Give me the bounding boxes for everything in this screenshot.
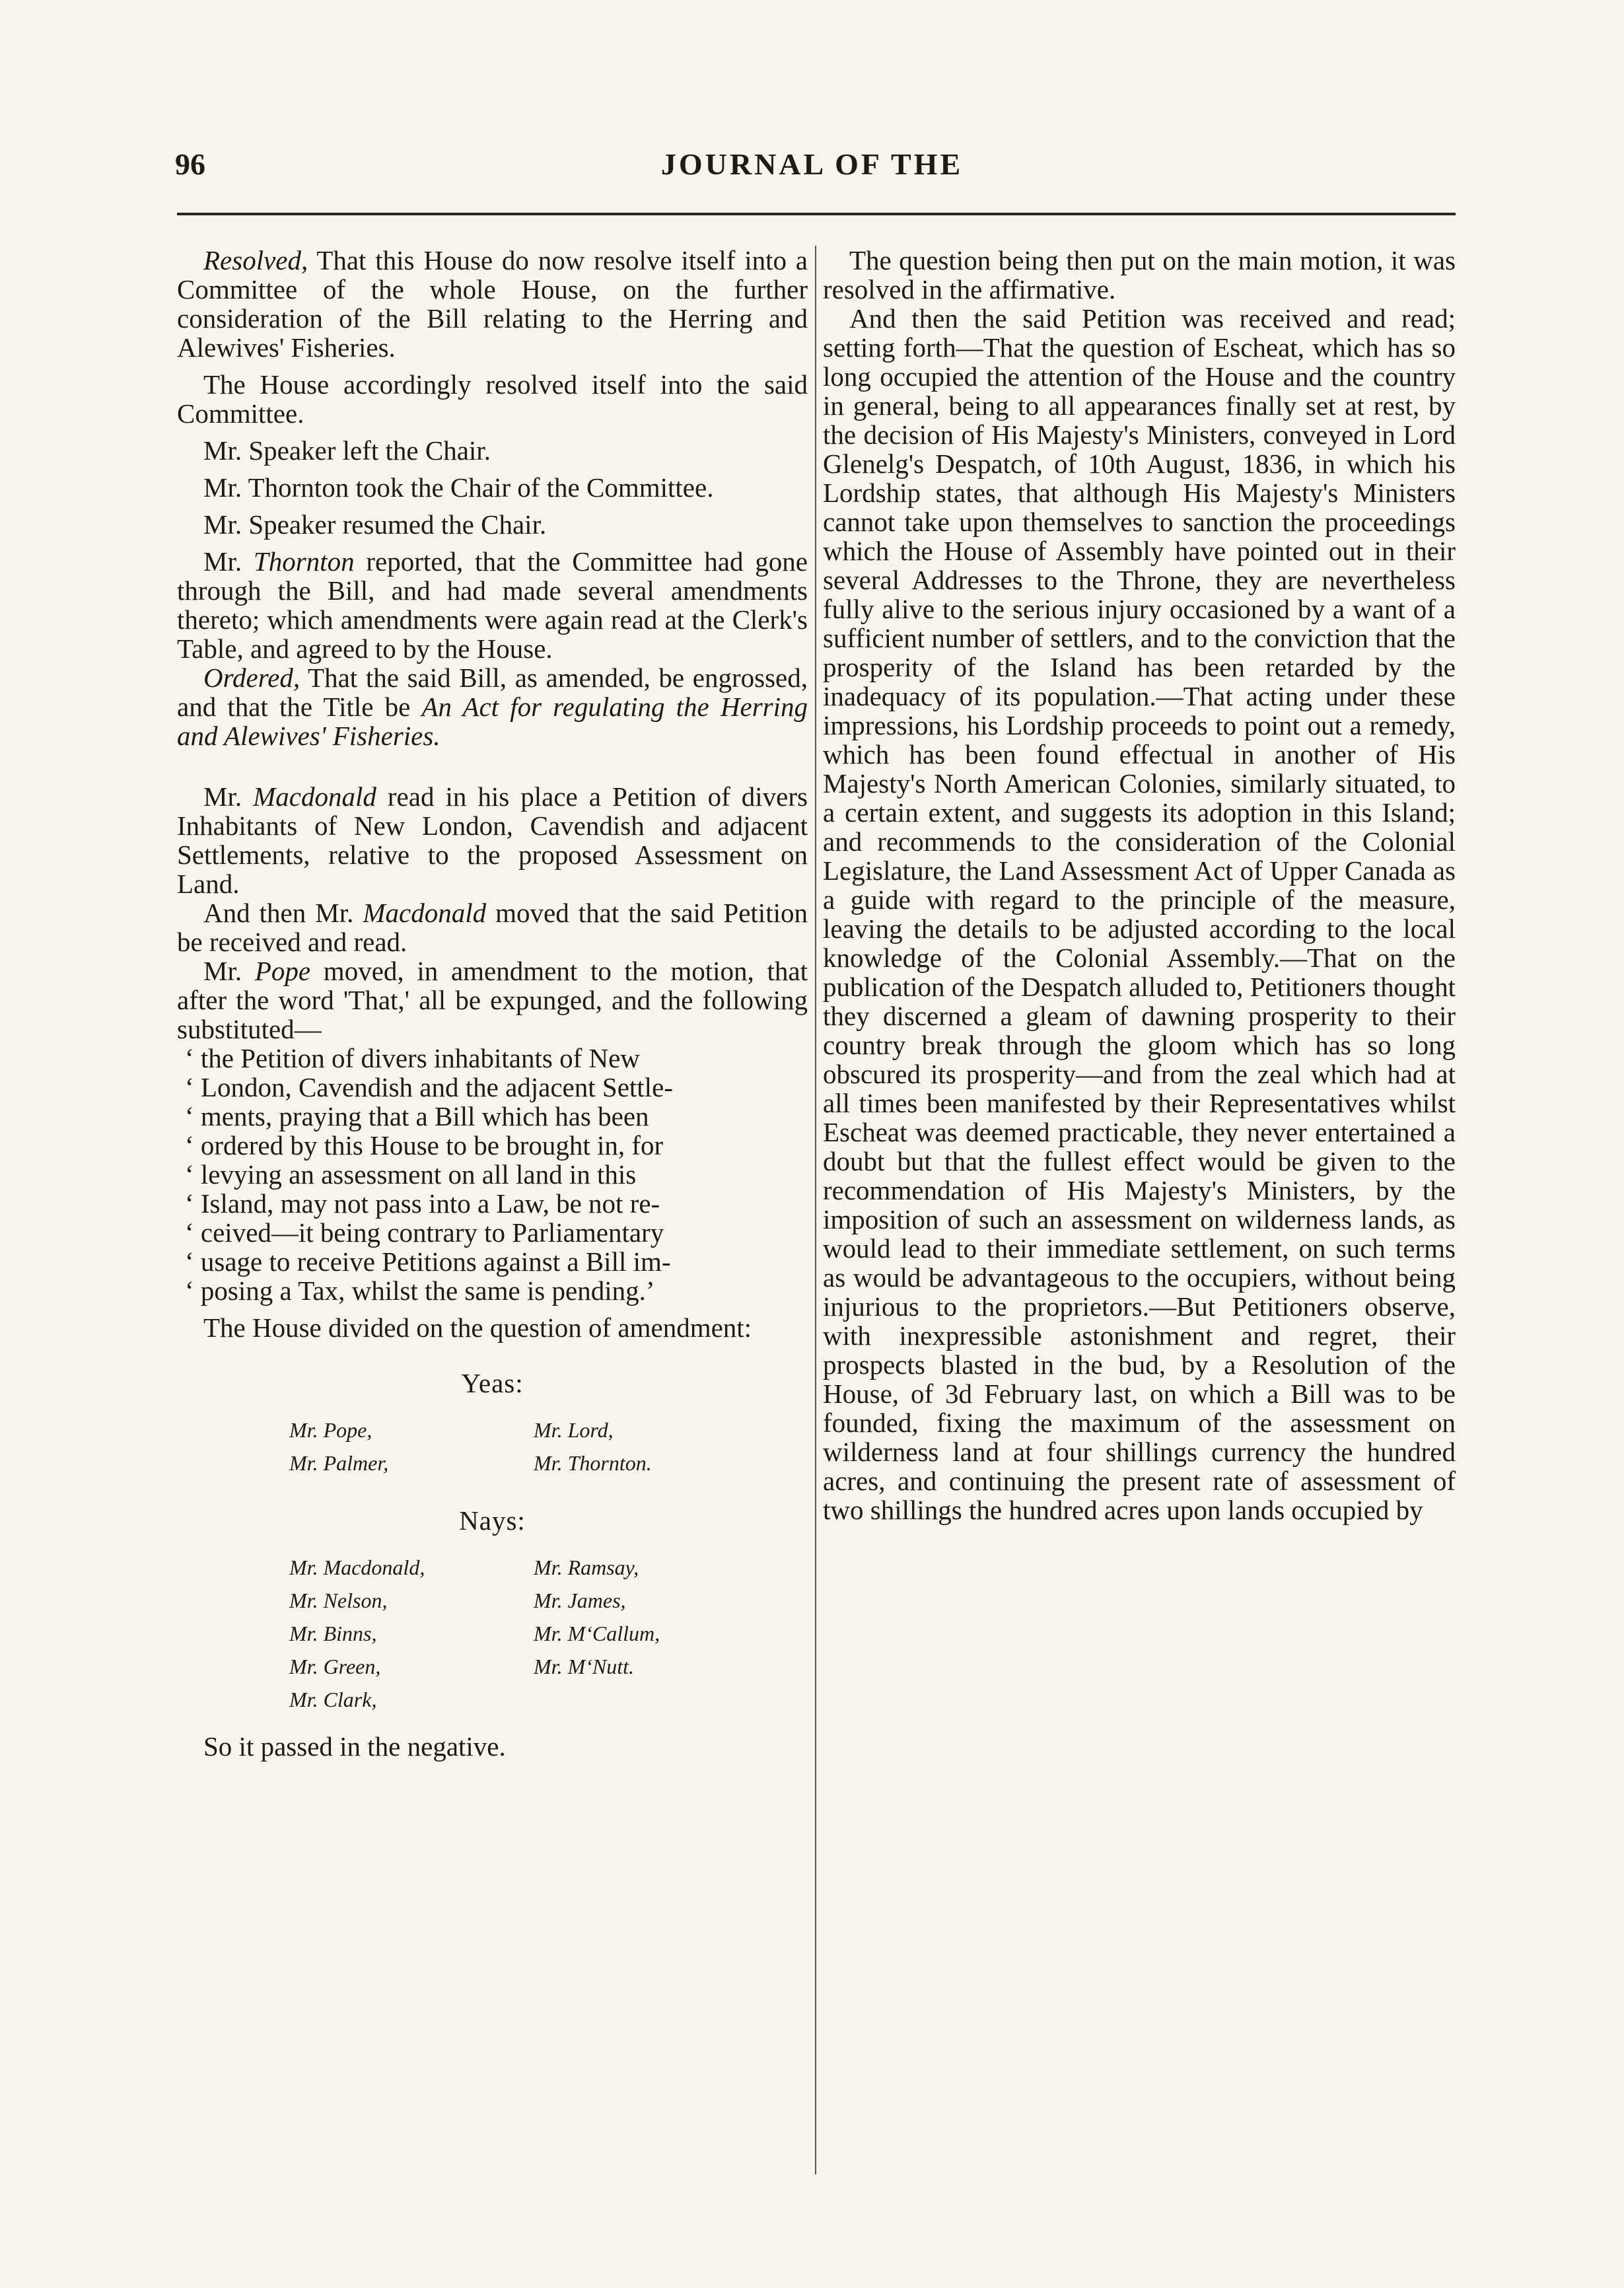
yea-member: Mr. Palmer,: [289, 1451, 389, 1475]
motion-paragraph: [177, 898, 808, 956]
committee-paragraph: The House accordingly resolved itself into the said Committee.: [177, 369, 808, 429]
column-divider: [815, 246, 816, 2174]
speaker-resumed-paragraph: Mr. Speaker resumed the Chair.: [203, 509, 547, 540]
report-text: reported, that the Committee had gone through the Bill, and had made several amendments thereto; which amendments were again read at the Clerk's Table, and agreed to by the House.: [177, 546, 808, 664]
amendment-paragraph: [177, 956, 808, 1044]
quote-line: ‘ ordered by this House to be brought in, for: [185, 1130, 664, 1161]
nay-member: Mr. Green,: [289, 1655, 381, 1678]
quote-line: ‘ London, Cavendish and the adjacent Settle-: [185, 1072, 673, 1102]
resolved-text: That this House do now resolve itself into a Committee of the whole House, on the further consideration of the Bill relating to the Herring and Alewives' Fisheries.: [177, 245, 808, 363]
ordered-paragraph: [177, 663, 808, 750]
yeas-list: [289, 1413, 808, 1480]
resolved-lead: Resolved,: [203, 245, 308, 275]
quote-line: ‘ levying an assessment on all land in this: [185, 1159, 637, 1190]
motion-pre: And then Mr.: [203, 898, 363, 928]
quote-line: ‘ posing a Tax, whilst the same is pending.’: [185, 1275, 655, 1306]
header-rule: [177, 213, 1456, 215]
report-pre: Mr.: [203, 546, 254, 577]
nays-label: Nays:: [459, 1505, 526, 1536]
yea-member: Mr. Lord,: [534, 1418, 614, 1442]
ordered-lead: Ordered,: [203, 662, 300, 693]
nay-member: Mr. M‘Callum,: [534, 1622, 660, 1645]
nay-member: Mr. Clark,: [289, 1688, 377, 1711]
nay-member: Mr. Ramsay,: [534, 1555, 639, 1579]
result-paragraph: So it passed in the negative.: [203, 1731, 506, 1762]
report-paragraph: [177, 547, 808, 663]
amendment-pre: Mr.: [203, 956, 255, 986]
speaker-left-paragraph: Mr. Speaker left the Chair.: [203, 435, 491, 466]
division-paragraph: The House divided on the question of amendment:: [203, 1312, 752, 1343]
quote-line: ‘ the Petition of divers inhabitants of New: [185, 1043, 640, 1073]
amendment-quote: [177, 1044, 808, 1305]
page-number: 96: [175, 147, 205, 181]
nay-member: Mr. Macdonald,: [289, 1555, 425, 1579]
resolution-paragraph: [177, 246, 808, 362]
petition-pre: Mr.: [203, 781, 254, 812]
right-column: [823, 246, 1456, 1524]
motion-name: Macdonald: [363, 898, 487, 928]
petition-name: Macdonald: [253, 781, 376, 812]
ordered-text: That the said Bill, as amended, be engrossed, and that the Title be: [177, 662, 808, 722]
thornton-chair-paragraph: Mr. Thornton took the Chair of the Committee.: [203, 472, 714, 503]
nay-member: Mr. Binns,: [289, 1622, 377, 1645]
nay-member: Mr. M‘Nutt.: [534, 1655, 634, 1678]
quote-line: ‘ ceived—it being contrary to Parliamentary: [185, 1217, 664, 1248]
petition-body-paragraph: And then the said Petition was received and read; setting forth—That the question of Escheat, which has so long occupied the attention of the House and the country in general, being to all appearances finally set at rest, by the decision of His Majesty's Ministers, conveyed in Lord Glenelg's Despatch, of 10th August, 1836, in which his Lordship states, that although His Majesty's Ministers cannot take upon themselves to sanction the proceedings which the House of Assembly have pointed out in their several Addresses to the Throne, they are nevertheless fully alive to the serious injury occasioned by a want of a sufficient number of settlers, and to the conviction that the prosperity of the Island has been retarded by the inadequacy of its population.—That acting under these impressions, his Lordship proceeds to point out a remedy, which has been found effectual in another of His Majesty's North American Colonies, similarly situated, to a certain extent, and suggests its adoption in this Island; and recommends to the consideration of the Colonial Legislature, the Land Assessment Act of Upper Canada as a guide with regard to the principle of the measure, leaving the details to be adjusted according to the local knowledge of the Colonial Assembly.—That on the publication of the Despatch alluded to, Petitioners thought they discerned a gleam of dawning prosperity to their country break through the gloom which has so long obscured its prosperity—and from the zeal which had at all times been manifested by their Representatives whilst Escheat was deemed practicable, they never entertained a doubt but that the fullest effect would be given to the recommendation of His Majesty's Ministers, by the imposition of such an assessment on wilderness lands, as would lead to their immediate settlement, on such terms as would be advantageous to the occupiers, without being injurious to the proprietors.—But Petitioners observe, with inexpressible astonishment and regret, their prospects blasted in the bud, by a Resolution of the House, of 3d February last, on which a Bill was to be founded, fixing the maximum of the assessment on wilderness land at four shillings currency the hundred acres, and continuing the present rate of assessment of two shillings the hundred acres upon lands occupied by: [823, 303, 1456, 1525]
nays-list: [289, 1551, 808, 1716]
nay-member: Mr. Nelson,: [289, 1589, 388, 1612]
act-title: An Act for regulating the Herring and Alewives' Fisheries.: [177, 692, 808, 751]
quote-line: ‘ ments, praying that a Bill which has been: [185, 1101, 649, 1131]
petition-text: read in his place a Petition of divers Inhabitants of New London, Cavendish and adjacent Settlements, relative to the proposed Assessment on Land.: [177, 781, 808, 899]
yeas-label: Yeas:: [461, 1368, 524, 1398]
left-column: [177, 246, 808, 1761]
yea-member: Mr. Thornton.: [534, 1451, 652, 1475]
running-title: JOURNAL OF THE: [660, 147, 964, 181]
nay-member: [534, 1683, 811, 1716]
motion-text: moved that the said Petition be received and read.: [177, 898, 808, 957]
quote-line: ‘ usage to receive Petitions against a Bill im-: [185, 1246, 671, 1277]
amendment-name: Pope: [254, 956, 311, 986]
main-motion-paragraph: The question being then put on the main motion, it was resolved in the affirmative.: [823, 245, 1456, 304]
quote-line: ‘ Island, may not pass into a Law, be not re-: [185, 1188, 660, 1219]
yea-member: Mr. Pope,: [289, 1418, 372, 1442]
report-name: Thornton: [253, 546, 355, 577]
petition-paragraph: [177, 782, 808, 898]
amendment-text: moved, in amendment to the motion, that after the word 'That,' all be expunged, and the following substituted—: [177, 956, 808, 1044]
nay-member: Mr. James,: [534, 1589, 626, 1612]
